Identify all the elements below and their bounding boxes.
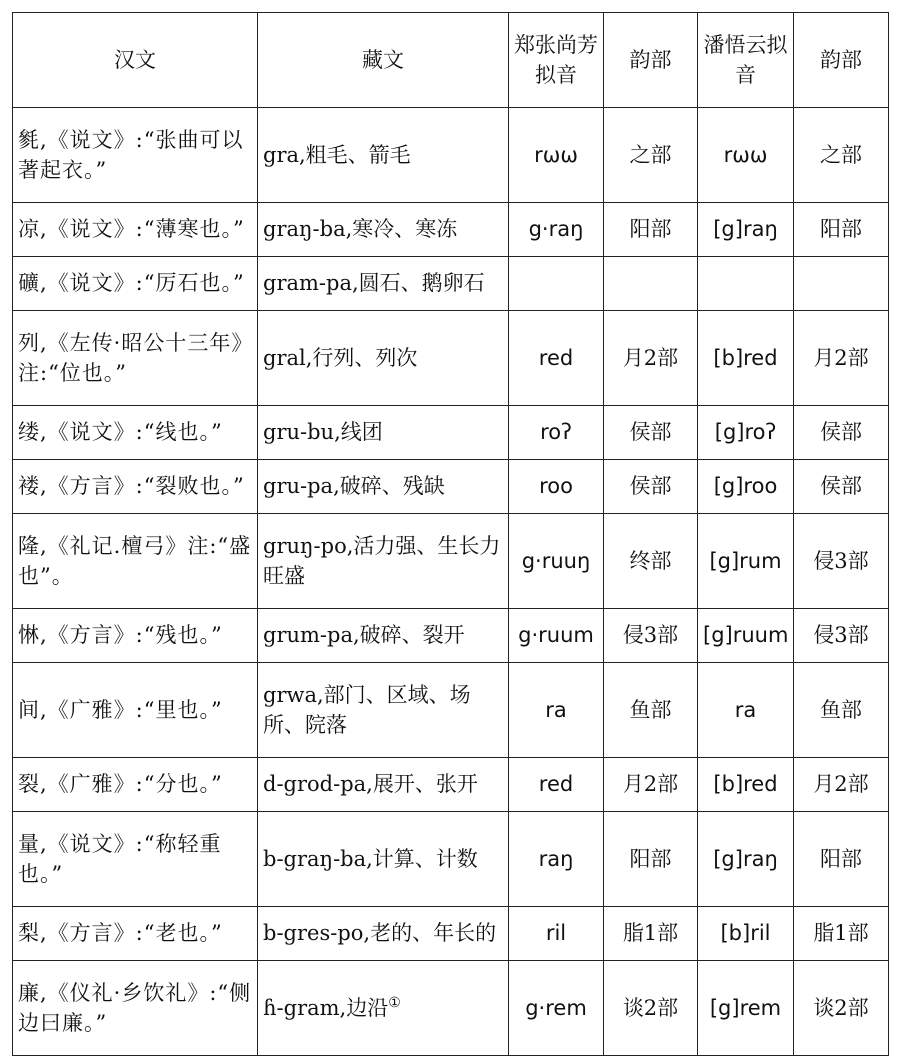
cell-han: 廉,《仪礼·乡饮礼》:“侧边曰廉。”	[13, 961, 258, 1056]
cell-pan: [b]red	[698, 758, 794, 812]
cell-rhyme2: 阳部	[794, 812, 889, 907]
cell-tib: b-gres-po,老的、年长的	[258, 907, 509, 961]
cell-han: 惏,《方言》:“残也。”	[13, 609, 258, 663]
cell-rhyme1: 月2部	[604, 758, 698, 812]
table-row	[13, 907, 889, 961]
cell-rhyme2: 月2部	[794, 311, 889, 406]
cell-pan: rωω	[698, 108, 794, 203]
table-row	[13, 609, 889, 663]
reconstruction-table	[12, 12, 889, 1056]
cell-zheng: ra	[509, 663, 604, 758]
cell-rhyme1: 之部	[604, 108, 698, 203]
cell-tib: d-grod-pa,展开、张开	[258, 758, 509, 812]
cell-han: 间,《广雅》:“里也。”	[13, 663, 258, 758]
cell-rhyme2: 鱼部	[794, 663, 889, 758]
cell-han: 裂,《广雅》:“分也。”	[13, 758, 258, 812]
cell-rhyme2: 脂1部	[794, 907, 889, 961]
cell-zheng: g·ruuŋ	[509, 514, 604, 609]
cell-han: 凉,《说文》:“薄寒也。”	[13, 203, 258, 257]
cell-rhyme1: 谈2部	[604, 961, 698, 1056]
cell-han: 毿,《说文》:“张曲可以著起衣。”	[13, 108, 258, 203]
header-zheng: 郑张尚芳拟音	[509, 13, 604, 108]
cell-zheng	[509, 257, 604, 311]
cell-rhyme2: 谈2部	[794, 961, 889, 1056]
cell-tib: b-graŋ-ba,计算、计数	[258, 812, 509, 907]
cell-rhyme1: 阳部	[604, 812, 698, 907]
cell-han: 列,《左传·昭公十三年》注:“位也。”	[13, 311, 258, 406]
cell-rhyme2: 之部	[794, 108, 889, 203]
cell-zheng: roʔ	[509, 406, 604, 460]
table-row	[13, 663, 889, 758]
cell-tib: gra,粗毛、箭毛	[258, 108, 509, 203]
header-rhyme2: 韵部	[794, 13, 889, 108]
cell-rhyme2	[794, 257, 889, 311]
cell-tib: graŋ-ba,寒冷、寒冻	[258, 203, 509, 257]
cell-tib: gru-pa,破碎、残缺	[258, 460, 509, 514]
header-rhyme1: 韵部	[604, 13, 698, 108]
cell-zheng: ril	[509, 907, 604, 961]
cell-han: 缕,《说文》:“线也。”	[13, 406, 258, 460]
header-tib: 藏文	[258, 13, 509, 108]
cell-tib: grwa,部门、区域、场所、院落	[258, 663, 509, 758]
cell-rhyme1: 阳部	[604, 203, 698, 257]
table-row	[13, 812, 889, 907]
cell-pan: [b]ril	[698, 907, 794, 961]
header-han: 汉文	[13, 13, 258, 108]
table-row	[13, 203, 889, 257]
cell-tib: gral,行列、列次	[258, 311, 509, 406]
cell-rhyme2: 阳部	[794, 203, 889, 257]
cell-tib	[258, 961, 509, 1056]
cell-pan: [g]rum	[698, 514, 794, 609]
cell-zheng: rωω	[509, 108, 604, 203]
cell-tib: gram-pa,圆石、鹅卵石	[258, 257, 509, 311]
table-row	[13, 758, 889, 812]
cell-rhyme1: 侯部	[604, 406, 698, 460]
table-row	[13, 108, 889, 203]
cell-rhyme1: 月2部	[604, 311, 698, 406]
table-row	[13, 961, 889, 1056]
table-row	[13, 406, 889, 460]
cell-pan: ra	[698, 663, 794, 758]
cell-tib: gru-bu,线团	[258, 406, 509, 460]
cell-tib-text: ɦ-gram,边沿	[263, 995, 389, 1020]
cell-rhyme2: 侵3部	[794, 514, 889, 609]
cell-rhyme2: 侯部	[794, 406, 889, 460]
cell-pan: [g]raŋ	[698, 812, 794, 907]
cell-han: 梨,《方言》:“老也。”	[13, 907, 258, 961]
cell-rhyme1: 侯部	[604, 460, 698, 514]
cell-rhyme1: 终部	[604, 514, 698, 609]
cell-zheng: red	[509, 311, 604, 406]
cell-han: 隆,《礼记.檀弓》注:“盛也”。	[13, 514, 258, 609]
cell-pan: [g]ruum	[698, 609, 794, 663]
cell-zheng: raŋ	[509, 812, 604, 907]
cell-han: 褛,《方言》:“裂败也。”	[13, 460, 258, 514]
cell-pan	[698, 257, 794, 311]
cell-rhyme1: 脂1部	[604, 907, 698, 961]
cell-zheng: roo	[509, 460, 604, 514]
footnote-marker: ①	[388, 994, 401, 1011]
cell-rhyme1: 鱼部	[604, 663, 698, 758]
cell-han: 量,《说文》:“称轻重也。”	[13, 812, 258, 907]
cell-pan: [g]raŋ	[698, 203, 794, 257]
table-row	[13, 460, 889, 514]
cell-rhyme1: 侵3部	[604, 609, 698, 663]
cell-pan: [g]roo	[698, 460, 794, 514]
cell-zheng: g·ruum	[509, 609, 604, 663]
cell-zheng: g·rem	[509, 961, 604, 1056]
table-row	[13, 514, 889, 609]
cell-han: 礦,《说文》:“厉石也。”	[13, 257, 258, 311]
cell-pan: [b]red	[698, 311, 794, 406]
cell-tib: grum-pa,破碎、裂开	[258, 609, 509, 663]
header-pan: 潘悟云拟音	[698, 13, 794, 108]
table-row	[13, 311, 889, 406]
table-row	[13, 257, 889, 311]
cell-rhyme2: 侯部	[794, 460, 889, 514]
cell-rhyme1	[604, 257, 698, 311]
cell-rhyme2: 月2部	[794, 758, 889, 812]
cell-pan: [g]roʔ	[698, 406, 794, 460]
cell-zheng: g·raŋ	[509, 203, 604, 257]
cell-rhyme2: 侵3部	[794, 609, 889, 663]
header-row	[13, 13, 889, 108]
cell-tib: gruŋ-po,活力强、生长力旺盛	[258, 514, 509, 609]
cell-pan: [g]rem	[698, 961, 794, 1056]
cell-zheng: red	[509, 758, 604, 812]
